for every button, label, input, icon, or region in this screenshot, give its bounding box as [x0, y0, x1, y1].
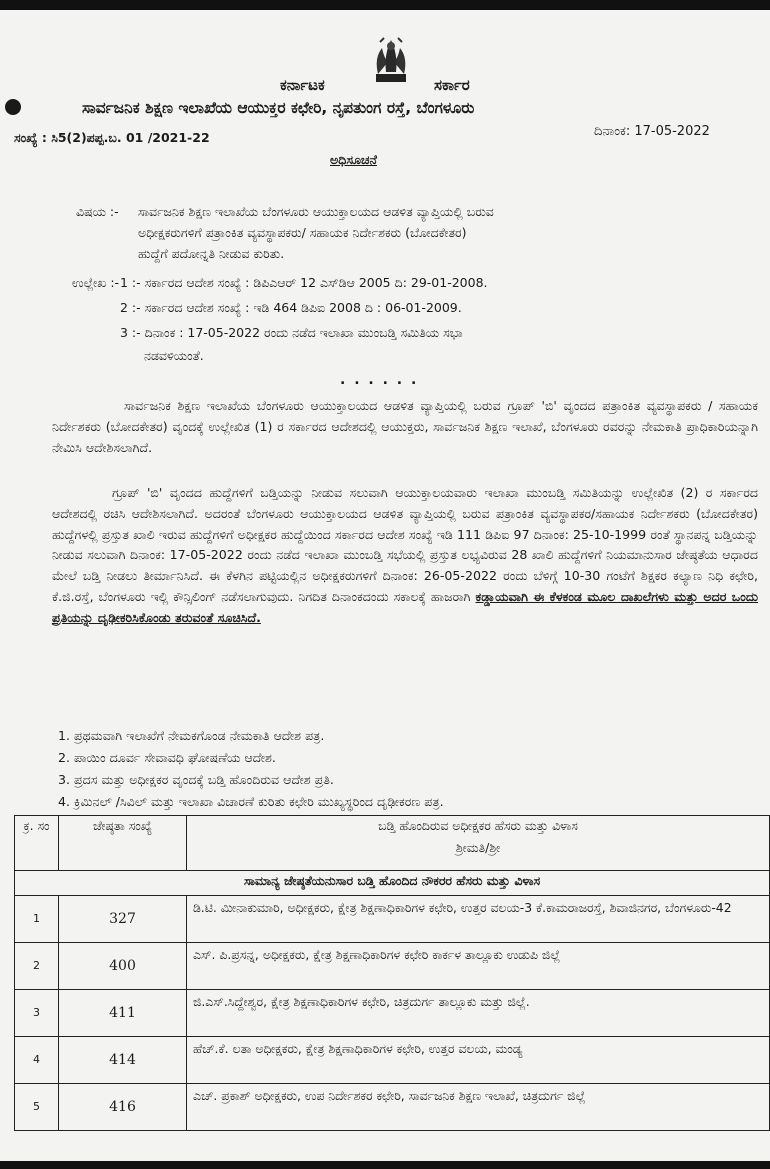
- table-row: [15, 990, 770, 1037]
- seniority-cell: 327: [59, 896, 187, 943]
- table-subheading: ಸಾಮಾನ್ಯ ಜೇಷ್ಠತೆಯನುಸಾರ ಬಡ್ತಿ ಹೊಂದಿದ ನೌಕರರ ಹೆಸರು ಮತ್ತು ವಿಳಾಸ: [15, 871, 770, 896]
- table-row: [15, 1084, 770, 1131]
- table-row: [15, 896, 770, 943]
- subject-line: ಸಾರ್ವಜನಿಕ ಶಿಕ್ಷಣ ಇಲಾಖೆಯ ಬೆಂಗಳೂರು ಆಯುಕ್ತಾಲಯದ ಆಡಳಿತ ವ್ಯಾಪ್ತಿಯಲ್ಲಿ ಬರುವ: [138, 204, 494, 219]
- table-header-row: [15, 816, 770, 871]
- serial-cell: 2: [15, 943, 59, 990]
- table-subheading-row: [15, 871, 770, 896]
- seniority-cell: 400: [59, 943, 187, 990]
- body-paragraph-2-text: ಗ್ರೂಪ್ 'ಬಿ' ವೃಂದದ ಹುದ್ದೆಗಳಿಗೆ ಬಡ್ತಿಯನ್ನು ನೀಡುವ ಸಲುವಾಗಿ ಆಯುಕ್ತಾಲಯವಾರು ಇಲಾಖಾ ಮುಂಬಡ್ತಿ ಸಮಿತಿಯನ್ನು ಉಲ್ಲೇಖಿತ (2) ರ ಸರ್ಕಾರದ ಆದೇಶದಲ್ಲಿ ರಚಿಸಿ ಆದೇಶಿಸಲಾಗಿದೆ. ಅದರಂತೆ ಬೆಂಗಳೂರು ಆಯುಕ್ತಾಲಯದ ಆಡಳಿತ ವ್ಯಾಪ್ತಿಯಲ್ಲಿ ಬರುವ ಪತ್ರಾಂಕಿತ ವ್ಯವಸ್ಥಾಪಕರ/ಸಹಾಯಕ ನಿರ್ದೇಶಕರು (ಬೋದಕೇತರ) ಹುದ್ದೆಗಳಲ್ಲಿ ಪ್ರಸ್ತುತ ಖಾಲಿ ಇರುವ ಹುದ್ದೆಗಳಿಗೆ ಅಧೀಕ್ಷಕರ ಹುದ್ದೆಯಿಂದ ಸರ್ಕಾರದ ಆದೇಶ ಸಂಖ್ಯೆ ಇಡಿ 111 ಡಿಪಿಐ 97 ದಿನಾಂಕ: 25-10-1999 ರಂತೆ ಸ್ಥಾನಪನ್ನ ಬಡ್ತಿಯನ್ನು ನೀಡುವ ಸಲುವಾಗಿ ದಿನಾಂಕ: 17-05-2022 ರಂದು ನಡೆದ ಇಲಾಖಾ ಮುಂಬಡ್ತಿ ಸಭೆಯಲ್ಲಿ ಪ್ರಸ್ತುತ ಲಭ್ಯವಿರುವ 28 ಖಾಲಿ ಹುದ್ದೆಗಳಿಗೆ ನಿಯಮಾನುಸಾರ ಜೇಷ್ಠತೆಯ ಆಧಾರದ ಮೇಲೆ ಬಡ್ತಿ ನೀಡಲು ತೀರ್ಮಾನಿಸಿದೆ. ಈ ಕೆಳಗಿನ ಪಟ್ಟಿಯಲ್ಲಿನ ಅಧೀಕ್ಷಕರುಗಳಿಗೆ ದಿನಾಂಕ: 26-05-2022 ರಂದು ಬೆಳಿಗ್ಗೆ 10-30 ಗಂಟೆಗೆ ಶಿಕ್ಷಕರ ಕಲ್ಯಾಣ ನಿಧಿ ಕಛೇರಿ, ಕೆ.ಜಿ.ರಸ್ತೆ, ಬೆಂಗಳೂರು ಇಲ್ಲಿ ಕೌನ್ಸಿಲಿಂಗ್ ನಡೆಸಲಾಗುವುದು. ನಿಗದಿತ ದಿನಾಂಕದಂದು ಸಕಾಲಕ್ಕೆ ಹಾಜರಾಗಿ: [52, 485, 758, 604]
- enclosure-item: 4. ಕ್ರಿಮಿನಲ್ /ಸಿವಿಲ್ ಮತ್ತು ಇಲಾಖಾ ವಿಚಾರಣೆ ಕುರಿತು ಕಛೇರಿ ಮುಖ್ಯಸ್ಥರಿಂದ ದೃಢೀಕರಣ ಪತ್ರ.: [58, 794, 444, 809]
- reference-item: 3 :- ದಿನಾಂಕ : 17-05-2022 ರಂದು ನಡೆದ ಇಲಾಖಾ ಮುಂಬಡ್ತಿ ಸಮಿತಿಯ ಸಭಾ: [120, 325, 463, 340]
- reference-item: 1 :- ಸರ್ಕಾರದ ಆದೇಶ ಸಂಖ್ಯೆ : ಡಿಪಿಎಆರ್ 12 ಎಸ್‌ಡಿಆ 2005 ದಿ: 29-01-2008.: [120, 275, 488, 290]
- column-header-name: [187, 816, 770, 871]
- serial-cell: 5: [15, 1084, 59, 1131]
- body-paragraph-2: [52, 483, 758, 629]
- table-row: [15, 943, 770, 990]
- promotion-list-table: [14, 815, 770, 1131]
- issue-date: ದಿನಾಂಕ: 17-05-2022: [594, 124, 710, 139]
- serial-cell: 1: [15, 896, 59, 943]
- column-header-name-line1: ಬಡ್ತಿ ಹೊಂದಿರುವ ಅಧೀಕ್ಷಕರ ಹೆಸರು ಮತ್ತು ವಿಳಾಸ: [378, 818, 578, 833]
- document-title: ಅಧಿಸೂಚನೆ: [330, 152, 377, 167]
- seniority-cell: 411: [59, 990, 187, 1037]
- office-name: ಸಾರ್ವಜನಿಕ ಶಿಕ್ಷಣ ಇಲಾಖೆಯ ಆಯುಕ್ತರ ಕಛೇರಿ, ನೃಪತುಂಗ ರಸ್ತೆ, ಬೆಂಗಳೂರು: [82, 99, 475, 117]
- section-separator: . . . . . .: [340, 372, 419, 388]
- name-address-cell: ಎಚ್. ಪ್ರಕಾಶ್ ಅಧೀಕ್ಷಕರು, ಉಪ ನಿರ್ದೇಶಕರ ಕಛೇರಿ, ಸಾರ್ವಜನಿಕ ಶಿಕ್ಷಣ ಇಲಾಖೆ, ಚಿತ್ರದುರ್ಗ ಜಿಲ್ಲೆ: [187, 1084, 770, 1131]
- reference-item: 2 :- ಸರ್ಕಾರದ ಆದೇಶ ಸಂಖ್ಯೆ : ಇಡಿ 464 ಡಿಪಿಐ 2008 ದಿ : 06-01-2009.: [120, 300, 462, 315]
- name-address-cell: ಡಿ.ಟಿ. ಮೀನಾಕುಮಾರಿ, ಅಧೀಕ್ಷಕರು, ಕ್ಷೇತ್ರ ಶಿಕ್ಷಣಾಧಿಕಾರಿಗಳ ಕಛೇರಿ, ಉತ್ತರ ವಲಯ-3 ಕೆ.ಕಾಮರಾಜರಸ್ತೆ, ಶಿವಾಜಿನಗರ, ಬೆಂಗಳೂರು-42: [187, 896, 770, 943]
- state-emblem-icon: [368, 34, 414, 88]
- enclosure-item: 2. ಪಾಯಿಂ ದೂರ್ವ ಸೇವಾವಧಿ ಘೋಷಣೆಯ ಆದೇಶ.: [58, 750, 276, 765]
- column-header-seniority: ಜೇಷ್ಠತಾ ಸಂಖ್ಯೆ: [59, 816, 187, 871]
- seniority-cell: 416: [59, 1084, 187, 1131]
- scan-bottom-edge: [0, 1161, 770, 1169]
- subject-line: ಹುದ್ದೆಗೆ ಪದೋನ್ನತಿ ನೀಡುವ ಕುರಿತು.: [138, 246, 285, 261]
- column-header-name-line2: ಶ್ರೀಮತಿ/ಶ್ರೀ: [455, 840, 501, 855]
- name-address-cell: ಜಿ.ಎಸ್.ಸಿದ್ದೇಶ್ವರ, ಕ್ಷೇತ್ರ ಶಿಕ್ಷಣಾಧಿಕಾರಿಗಳ ಕಛೇರಿ, ಚಿತ್ರದುರ್ಗ ತಾಲ್ಲೂಕು ಮತ್ತು ಜಿಲ್ಲೆ.: [187, 990, 770, 1037]
- reference-number: ಸಂಖ್ಯೆ : ಸಿ5(2)ಪಪ್ಪ.ಬ. 01 /2021-22: [14, 130, 210, 145]
- column-header-serial: ಕ್ರ. ಸಂ: [15, 816, 59, 871]
- name-address-cell: ಎಸ್. ಪಿ.ಪ್ರಸನ್ನ, ಅಧೀಕ್ಷಕರು, ಕ್ಷೇತ್ರ ಶಿಕ್ಷಣಾಧಿಕಾರಿಗಳ ಕಛೇರಿ ಕಾರ್ಕಳ ತಾಲ್ಲೂಕು ಉಡುಪಿ ಜಿಲ್ಲೆ: [187, 943, 770, 990]
- seniority-cell: 414: [59, 1037, 187, 1084]
- subject-line: ಅಧೀಕ್ಷಕರುಗಳಿಗೆ ಪತ್ರಾಂಕಿತ ವ್ಯವಸ್ಥಾಪಕರು/ ಸಹಾಯಕ ನಿರ್ದೇಶಕರು (ಬೋದಕೇತರ): [138, 225, 467, 240]
- state-label-left: ಕರ್ನಾಟಕ: [280, 76, 325, 94]
- enclosure-item: 3. ಪ್ರದಸ ಮತ್ತು ಅಧೀಕ್ಷಕರ ವೃಂದಕ್ಕೆ ಬಡ್ತಿ ಹೊಂದಿರುವ ಆದೇಶ ಪ್ರತಿ.: [58, 772, 334, 787]
- subject-label: ವಿಷಯ :-: [76, 204, 119, 219]
- state-label-right: ಸರ್ಕಾರ: [434, 76, 470, 94]
- table-row: [15, 1037, 770, 1084]
- hole-punch-mark: [5, 99, 21, 115]
- references-label: ಉಲ್ಲೇಖ :-: [72, 275, 120, 290]
- serial-cell: 3: [15, 990, 59, 1037]
- enclosure-item: 1. ಪ್ರಥಮವಾಗಿ ಇಲಾಖೆಗೆ ನೇಮಕಗೊಂಡ ನೇಮಕಾತಿ ಆದೇಶ ಪತ್ರ.: [58, 728, 325, 743]
- body-paragraph-1: ಸಾರ್ವಜನಿಕ ಶಿಕ್ಷಣ ಇಲಾಖೆಯ ಬೆಂಗಳೂರು ಆಯುಕ್ತಾಲಯದ ಆಡಳಿತ ವ್ಯಾಪ್ತಿಯಲ್ಲಿ ಬರುವ ಗ್ರೂಪ್ 'ಬಿ' ವೃಂದದ ಪತ್ರಾಂಕಿತ ವ್ಯವಸ್ಥಾಪಕರು / ಸಹಾಯಕ ನಿರ್ದೇಶಕರು (ಬೋದಕೇತರ) ವೃಂದಕ್ಕೆ ಉಲ್ಲೇಖಿತ (1) ರ ಸರ್ಕಾರದ ಆದೇಶದಲ್ಲಿ ಆಯುಕ್ತರು, ಸಾರ್ವಜನಿಕ ಶಿಕ್ಷಣ ಇಲಾಖೆ, ಬೆಂಗಳೂರು ರವರನ್ನು ನೇಮಕಾತಿ ಪ್ರಾಧಿಕಾರಿಯನ್ನಾಗಿ ನೇಮಿಸಿ ಆದೇಶಿಸಲಾಗಿದೆ.: [52, 398, 758, 455]
- scan-top-edge: [0, 0, 770, 10]
- name-address-cell: ಹೆಚ್.ಕೆ. ಲತಾ ಅಧೀಕ್ಷಕರು, ಕ್ಷೇತ್ರ ಶಿಕ್ಷಣಾಧಿಕಾರಿಗಳ ಕಛೇರಿ, ಉತ್ತರ ವಲಯ, ಮಂಡ್ಯ: [187, 1037, 770, 1084]
- serial-cell: 4: [15, 1037, 59, 1084]
- mandatory-documents-instruction: ಕಡ್ಡಾಯವಾಗಿ ಈ ಕೆಳಕಂಡ ಮೂಲ ದಾಖಲೆಗಳು ಮತ್ತು ಅದರ ಒಂದು ಪ್ರತಿಯನ್ನು ದೃಢೀಕರಿಸಿಕೊಂಡು ತರುವಂತೆ ಸೂಚಿಸಿದೆ.: [52, 588, 758, 625]
- reference-item: ನಡವಳಿಯಂತೆ.: [144, 348, 204, 363]
